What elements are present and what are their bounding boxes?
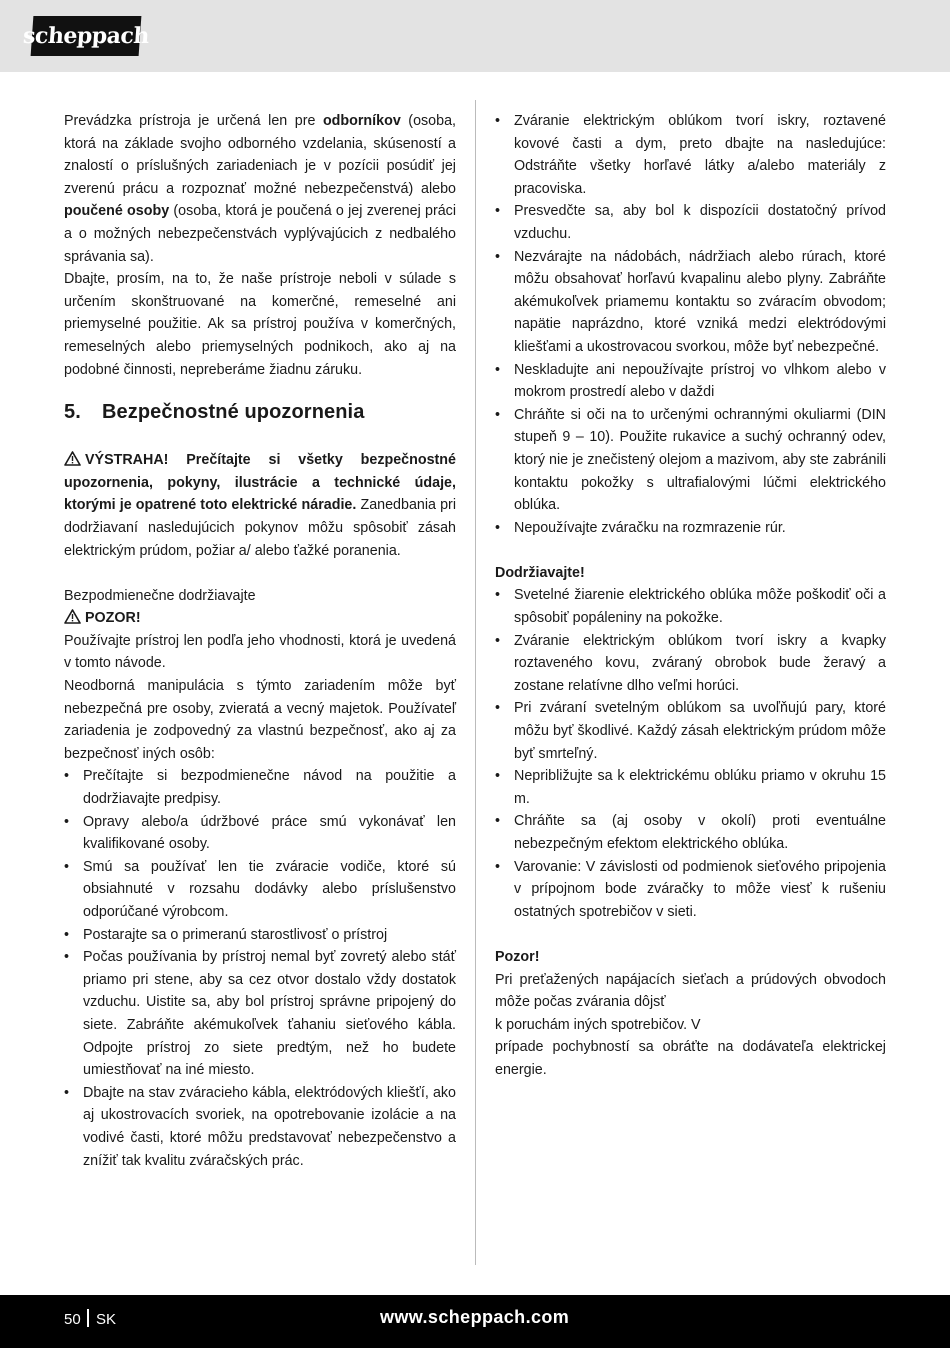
list-item: • Počas používania by prístroj nemal byť zovretý alebo stáť priamo pri stene, aby sa cez otvor dostalo vždy dostatok vzduchu. Uistite sa, aby bol prístroj správne pripojený do siete. Zabráňte akémukoľvek ťahaniu sieťového kábla. Odpojte prístroj zo siete predtým, než ho budete umiestňovať na iné miesto. bbox=[64, 946, 456, 1082]
right-bullet-list-2 bbox=[495, 584, 886, 923]
section-title: Bezpečnostné upozornenia bbox=[102, 401, 365, 424]
footer-separator bbox=[87, 1309, 89, 1327]
attention-line-1: Pri preťažených napájacích sieťach a prúdových obvodoch môže počas zvárania dôjsť bbox=[495, 971, 886, 1011]
caution-label: POZOR! bbox=[64, 607, 456, 630]
website-link[interactable]: www.scheppach.com bbox=[380, 1307, 570, 1327]
right-bullet-list-1 bbox=[495, 110, 886, 539]
list-item: • Nepoužívajte zváračku na rozmrazenie rúr. bbox=[495, 517, 886, 540]
list-item: • Svetelné žiarenie elektrického oblúka môže poškodiť oči a spôsobiť popáleniny na pokožke. bbox=[495, 584, 886, 629]
list-item: • Chráňte sa (aj osoby v okolí) proti eventuálne nebezpečným efektom elektrického oblúka. bbox=[495, 810, 886, 855]
brand-logo: scheppach bbox=[31, 16, 142, 56]
attention-line-3: prípade pochybností sa obráťte na dodávateľa elektrickej energie. bbox=[495, 1039, 886, 1078]
list-item: • Postarajte sa o primeranú starostlivosť o prístroj bbox=[64, 924, 456, 947]
list-item: • Zváranie elektrickým oblúkom tvorí iskry a kvapky roztaveného kovu, zváraný obrobok bude žeravý a zostane relatívne dlho veľmi horúci. bbox=[495, 630, 886, 698]
right-column bbox=[495, 110, 886, 1082]
list-item: • Nezvárajte na nádobách, nádržiach alebo rúrach, ktoré môžu obsahovať horľavú kvapalinu alebo plyny. Zabráňte akémukoľvek priamemu kontaktu so zváracím obvodom; napätie naprázdno, ktoré vzniká medzi elektródovými kliešťami a ukostrovacou svorkou, môže byť nebezpečné. bbox=[495, 246, 886, 359]
list-item: • Dbajte na stav zváracieho kábla, elektródových kliešťí, ako aj ukostrovacích svoriek, na opotrebovanie izolácie a na vodivé časti, ktoré môžu predstavovať nebezpečenstvo a znížiť tak kvalitu zváračských prác. bbox=[64, 1082, 456, 1172]
list-item: • Neskladujte ani nepoužívajte prístroj vo vlhkom alebo v mokrom prostredí alebo v daždi bbox=[495, 359, 886, 404]
list-item: • Opravy alebo/a údržbové práce smú vykonávať len kvalifikované osoby. bbox=[64, 811, 456, 856]
list-item: • Smú sa používať len tie zváracie vodiče, ktoré sú obsiahnuté v rozsahu dodávky alebo príslušenstvo odporúčané výrobcom. bbox=[64, 856, 456, 924]
left-bullet-list bbox=[64, 765, 456, 1172]
warning-triangle-icon bbox=[64, 451, 81, 466]
list-item: • Nepribližujte sa k elektrickému oblúku priamo v okruhu 15 m. bbox=[495, 765, 886, 810]
list-item: • Zváranie elektrickým oblúkom tvorí iskry, roztavené kovové časti a dym, preto dbajte na nasledujúce: Odstráňte všetky horľavé látky a/alebo materiály z pracoviska. bbox=[495, 110, 886, 200]
list-item: • Chráňte si oči na to určenými ochrannými okuliarmi (DIN stupeň 9 – 10). Použite rukavice a suchý ochranný odev, ktorý nie je znečistený olejom a mazivom, aby ste zabránili kontaktu pokožky s ultrafialovými lúčmi elektrického oblúka. bbox=[495, 404, 886, 517]
intro-paragraph: Prevádzka prístroja je určená len pre odborníkov (osoba, ktorá na základe svojho odborného vzdelania, skúseností a znalostí o príslušných zariadeniach je v pozícii posúdiť jej zverenú prácu a rozpoznať možné nebezpečenstvá) alebo poučené osoby (osoba, ktorá je poučená o jej zverenej práci a o možných nebezpečenstvách vyplývajúcich z nedbalého správania sa). bbox=[64, 113, 456, 265]
caution-triangle-icon bbox=[64, 609, 81, 624]
list-item: • Pri zváraní svetelným oblúkom sa uvoľňujú pary, ktoré môžu byť škodlivé. Každý zásah elektrickým prúdom môže byť smrteľný. bbox=[495, 697, 886, 765]
list-item: • Presvedčte sa, aby bol k dispozícii dostatočný prívod vzduchu. bbox=[495, 200, 886, 245]
caution-paragraph-1: Používajte prístroj len podľa jeho vhodnosti, ktorá je uvedená v tomto návode. bbox=[64, 632, 456, 672]
attention-line-2: k poruchám iných spotrebičov. V bbox=[495, 1016, 701, 1033]
list-item: • Prečítajte si bezpodmienečne návod na použitie a dodržiavajte predpisy. bbox=[64, 765, 456, 810]
footer-bar bbox=[0, 1295, 950, 1348]
attention-heading: Pozor! bbox=[495, 948, 540, 965]
unconditional-heading: Bezpodmienečne dodržiavajte bbox=[64, 587, 256, 604]
header-bar bbox=[0, 0, 950, 72]
caution-paragraph-2: Neodborná manipulácia s týmto zariadením môže byť nebezpečná pre osoby, zvieratá a vecný majetok. Používateľ zariadenia je zodpovedný za vlastnú bezpečnosť, ako aj za bezpečnosť iných osôb: bbox=[64, 678, 456, 762]
observe-heading: Dodržiavajte! bbox=[495, 564, 585, 581]
list-item: • Varovanie: V závislosti od podmienok sieťového pripojenia v prípojnom bode zváračky to môže viesť k rušeniu ostatných spotrebičov v sieti. bbox=[495, 856, 886, 924]
left-column bbox=[64, 110, 456, 1172]
page-language: SK bbox=[96, 1311, 117, 1328]
page-number: 50 bbox=[64, 1311, 81, 1328]
section-heading bbox=[64, 399, 456, 425]
section-number: 5. bbox=[64, 401, 81, 424]
warning-paragraph: VÝSTRAHA! Prečítajte si všetky bezpečnostné upozornenia, pokyny, ilustrácie a technické údaje, ktorými je opatrené toto elektrické náradie. Zanedbania pri dodržiavaní nasledujúcich pokynov môžu spôsobiť zásah elektrickým prúdom, požiar a/ alebo ťažké poranenia. bbox=[64, 452, 456, 559]
column-divider bbox=[475, 100, 476, 1265]
usage-paragraph: Dbajte, prosím, na to, že naše prístroje neboli v súlade s určením skonštruované na komerčné, remeselné ani priemyselné použitie. Ak sa prístroj používa v komerčných, remeselných alebo priemyselných podnikoch, ako aj na podobné činnosti, nepreberáme žiadnu záruku. bbox=[64, 271, 456, 378]
